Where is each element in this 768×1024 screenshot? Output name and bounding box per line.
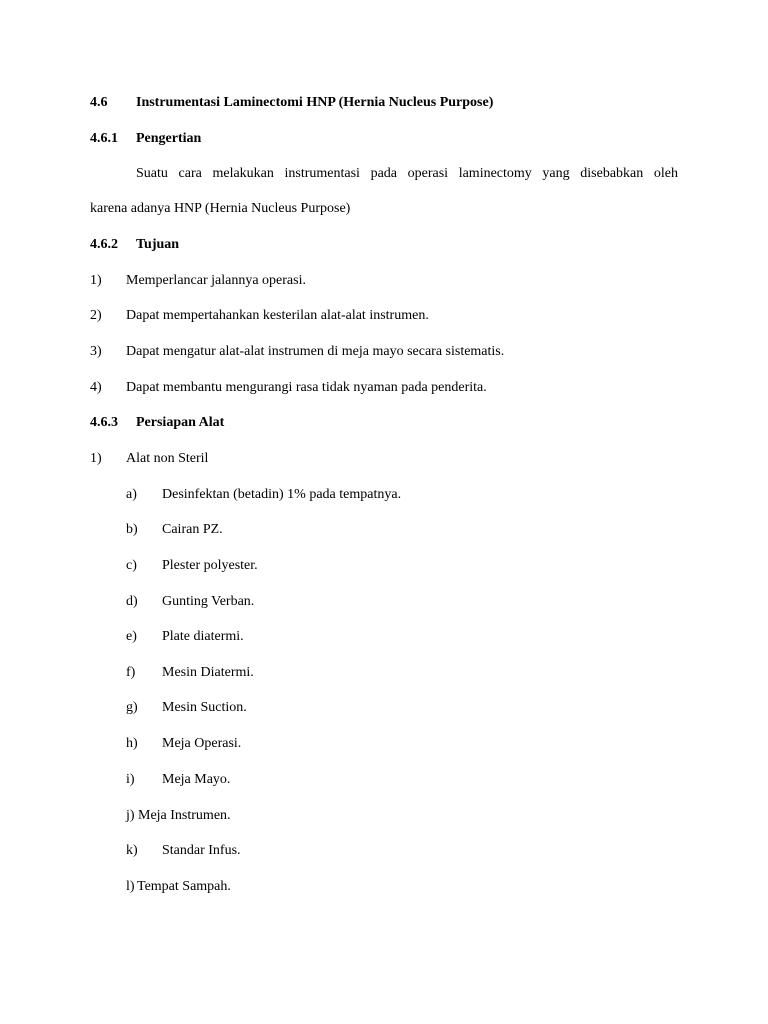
sub-list-marker: l) (126, 879, 135, 894)
sub-list-marker: b) (126, 522, 138, 537)
list-marker: 4) (90, 380, 102, 395)
subsection-title: Pengertian (136, 131, 202, 146)
sub-list-marker: i) (126, 772, 135, 787)
sub-list-marker: k) (126, 843, 138, 858)
list-text: Dapat membantu mengurangi rasa tidak nyaman pada penderita. (126, 380, 487, 395)
sub-list-text: Standar Infus. (162, 843, 241, 858)
subsection-number: 4.6.2 (90, 237, 118, 252)
sub-list-marker: e) (126, 629, 137, 644)
list-marker: 3) (90, 344, 102, 359)
list-text: Dapat mengatur alat-alat instrumen di meja mayo secara sistematis. (126, 344, 505, 359)
sub-list-text: Gunting Verban. (162, 594, 255, 609)
paragraph-line-1: Suatu cara melakukan instrumentasi pada operasi laminectomy yang disebabkan oleh (136, 166, 678, 181)
sub-list-text: Meja Mayo. (162, 772, 231, 787)
sub-list-text: Desinfektan (betadin) 1% pada tempatnya. (162, 487, 402, 502)
subsection-number: 4.6.3 (90, 415, 118, 430)
list-text: Dapat mempertahankan kesterilan alat-alat instrumen. (126, 308, 429, 323)
subsection-number: 4.6.1 (90, 131, 118, 146)
sub-list-marker: c) (126, 558, 137, 573)
list-marker: 1) (90, 273, 102, 288)
list-marker: 1) (90, 451, 102, 466)
subsection-title: Tujuan (136, 237, 180, 252)
list-text: Memperlancar jalannya operasi. (126, 273, 306, 288)
sub-list-text: Meja Operasi. (162, 736, 242, 751)
sub-list-marker: a) (126, 487, 137, 502)
sub-list-marker: j) (126, 808, 135, 823)
section-number: 4.6 (90, 95, 108, 110)
sub-list-text: Tempat Sampah. (137, 879, 231, 894)
sub-list-text: Mesin Diatermi. (162, 665, 254, 680)
list-marker: 2) (90, 308, 102, 323)
sub-list-marker: d) (126, 594, 138, 609)
sub-list-text: Mesin Suction. (162, 700, 247, 715)
sub-list-marker: h) (126, 736, 138, 751)
sub-list-marker: f) (126, 665, 136, 680)
list-text: Alat non Steril (126, 451, 209, 466)
sub-list-text: Plate diatermi. (162, 629, 244, 644)
sub-list-text: Plester polyester. (162, 558, 258, 573)
section-title: Instrumentasi Laminectomi HNP (Hernia Nucleus Purpose) (136, 95, 494, 110)
paragraph-line-2: karena adanya HNP (Hernia Nucleus Purpose) (90, 201, 351, 216)
subsection-title: Persiapan Alat (136, 415, 225, 430)
sub-list-marker: g) (126, 700, 138, 715)
sub-list-text: Cairan PZ. (162, 522, 223, 537)
sub-list-text: Meja Instrumen. (138, 808, 231, 823)
